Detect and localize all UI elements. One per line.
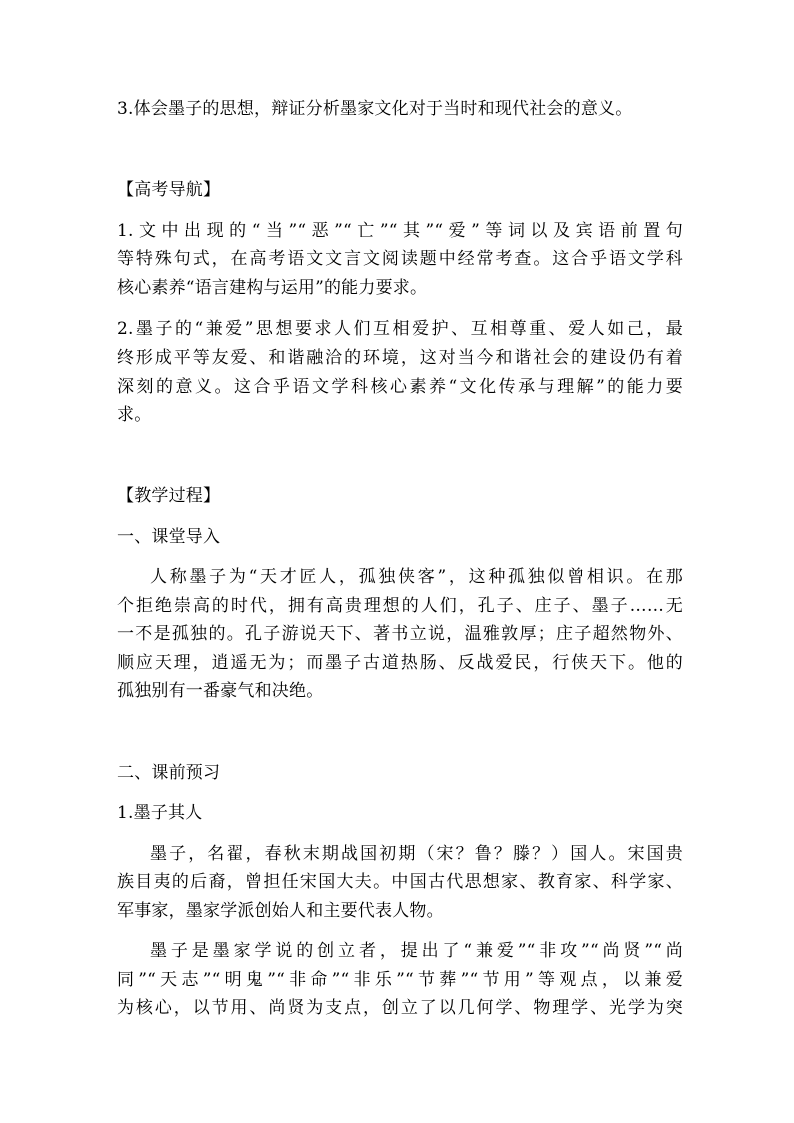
gaokao-item2-line3: 深刻的意义。这合乎语文学科核心素养“文化传承与理解”的能力要 xyxy=(117,377,683,397)
part2-title: 二、课前预习 xyxy=(117,763,221,783)
process-heading: 【教学过程】 xyxy=(117,486,221,506)
part2-para1-line3: 军事家，墨家学派创始人和主要代表人物。 xyxy=(117,901,444,921)
gaokao-item2-line4: 求。 xyxy=(117,405,152,425)
part1-para-line3: 一不是孤独的。孔子游说天下、著书立说，温雅敦厚；庄子超然物外、 xyxy=(117,624,683,644)
gaokao-item1-line3: 核心素养“语言建构与运用”的能力要求。 xyxy=(117,278,428,298)
objective-3: 3.体会墨子的思想，辩证分析墨家文化对于当时和现代社会的意义。 xyxy=(117,99,633,119)
gaokao-heading: 【高考导航】 xyxy=(117,180,221,200)
part1-para-line4: 顺应天理，逍遥无为；而墨子古道热肠、反战爱民，行侠天下。他的 xyxy=(117,653,683,673)
part1-para-line1: 人称墨子为“天才匠人，孤独侠客”，这种孤独似曾相识。在那 xyxy=(150,567,683,587)
part2-para2-line1: 墨子是墨家学说的创立者，提出了“兼爱”“非攻”“尚贤”“尚 xyxy=(150,941,683,961)
gaokao-item1-line2: 等特殊句式，在高考语文文言文阅读题中经常考查。这合乎语文学科 xyxy=(117,249,683,269)
part1-para-line5: 孤独别有一番豪气和决绝。 xyxy=(117,681,324,701)
gaokao-item2-line1: 2.墨子的“兼爱”思想要求人们互相爱护、互相尊重、爱人如己，最 xyxy=(117,319,683,339)
part1-title: 一、课堂导入 xyxy=(117,527,221,547)
part2-para1-line2: 族目夷的后裔，曾担任宋国大夫。中国古代思想家、教育家、科学家、 xyxy=(117,872,683,892)
part2-sub1: 1.墨子其人 xyxy=(117,803,203,823)
gaokao-item2-line2: 终形成平等友爱、和谐融洽的环境，这对当今和谐社会的建设仍有着 xyxy=(117,348,683,368)
part2-para2-line2: 同”“天志”“明鬼”“非命”“非乐”“节葬”“节用”等观点，以兼爱 xyxy=(117,970,683,990)
part1-para-line2: 个拒绝崇高的时代，拥有高贵理想的人们，孔子、庄子、墨子……无 xyxy=(117,596,683,616)
part2-para2-line3: 为核心，以节用、尚贤为支点，创立了以几何学、物理学、光学为突 xyxy=(117,998,683,1018)
gaokao-item1-line1: 1.文中出现的“当”“恶”“亡”“其”“爱”等词以及宾语前置句 xyxy=(117,221,683,241)
part2-para1-line1: 墨子，名翟，春秋末期战国初期（宋？鲁？滕？）国人。宋国贵 xyxy=(150,844,683,864)
